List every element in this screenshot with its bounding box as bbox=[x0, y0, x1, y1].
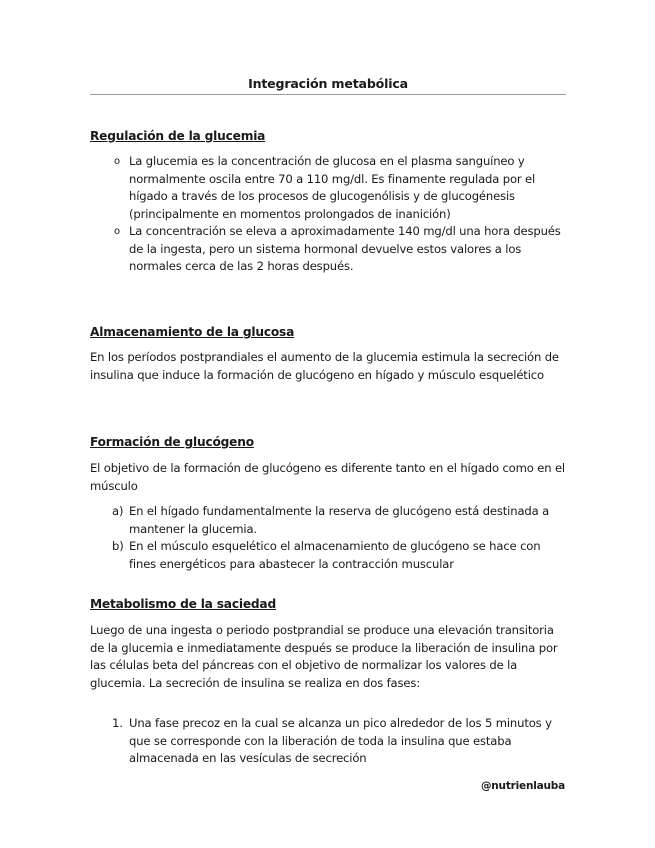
title-divider bbox=[90, 94, 566, 95]
saciedad-paragraph: Luego de una ingesta o periodo postprandial se produce una elevación transitoria de la glucemia e inmediatamente después se produce la liberación de insulina por las células beta del páncreas con el objetivo de normalizar los valores de la glucemia. La secreción de insulina se realiza en dos fases: bbox=[90, 623, 558, 690]
list-marker: a) bbox=[112, 504, 124, 518]
list-item-text: La glucemia es la concentración de glucosa en el plasma sanguíneo y normalmente oscila entre 70 a 110 mg/dl. Es finamente regulada por el hígado a través de los procesos de glucogenólisis y de glucogénesis (principalmente en momentos prolongados de inanición) bbox=[129, 154, 536, 221]
page-title: Integración metabólica bbox=[248, 76, 408, 91]
almacenamiento-paragraph: En los períodos postprandiales el aumento de la glucemia estimula la secreción de insulina que induce la formación de glucógeno en hígado y músculo esquelético bbox=[90, 350, 559, 382]
list-item bbox=[90, 223, 566, 276]
section-heading-almacenamiento: Almacenamiento de la glucosa bbox=[90, 325, 295, 339]
section-heading-formacion: Formación de glucógeno bbox=[90, 435, 254, 449]
bullet-marker: o bbox=[114, 226, 120, 237]
list-item bbox=[90, 503, 566, 538]
glucemia-bullet-list bbox=[90, 153, 566, 276]
formacion-lettered-list bbox=[90, 503, 566, 573]
section-heading-regulacion: Regulación de la glucemia bbox=[90, 129, 266, 143]
list-item-text: En el músculo esquelético el almacenamiento de glucógeno se hace con fines energéticos para abastecer la contracción muscular bbox=[129, 539, 541, 571]
list-item bbox=[90, 153, 566, 223]
list-item bbox=[90, 538, 566, 573]
section-heading-saciedad: Metabolismo de la saciedad bbox=[90, 597, 276, 611]
bullet-marker: o bbox=[114, 156, 120, 167]
list-item-text: La concentración se eleva a aproximadamente 140 mg/dl una hora después de la ingesta, pero un sistema hormonal devuelve estos valores a los normales cerca de las 2 horas después. bbox=[129, 224, 561, 273]
saciedad-numbered-list bbox=[90, 715, 566, 768]
footer-handle: @nutrienlauba bbox=[480, 780, 565, 792]
list-marker: b) bbox=[112, 539, 124, 553]
list-item bbox=[90, 715, 566, 768]
list-item-text: En el hígado fundamentalmente la reserva de glucógeno está destinada a mantener la glucemia. bbox=[129, 504, 550, 536]
list-item-text: Una fase precoz en la cual se alcanza un pico alrededor de los 5 minutos y que se corresponde con la liberación de toda la insulina que estaba almacenada en las vesículas de secreción bbox=[129, 716, 552, 765]
formacion-paragraph: El objetivo de la formación de glucógeno es diferente tanto en el hígado como en el músculo bbox=[90, 461, 566, 493]
list-marker: 1. bbox=[112, 716, 123, 730]
